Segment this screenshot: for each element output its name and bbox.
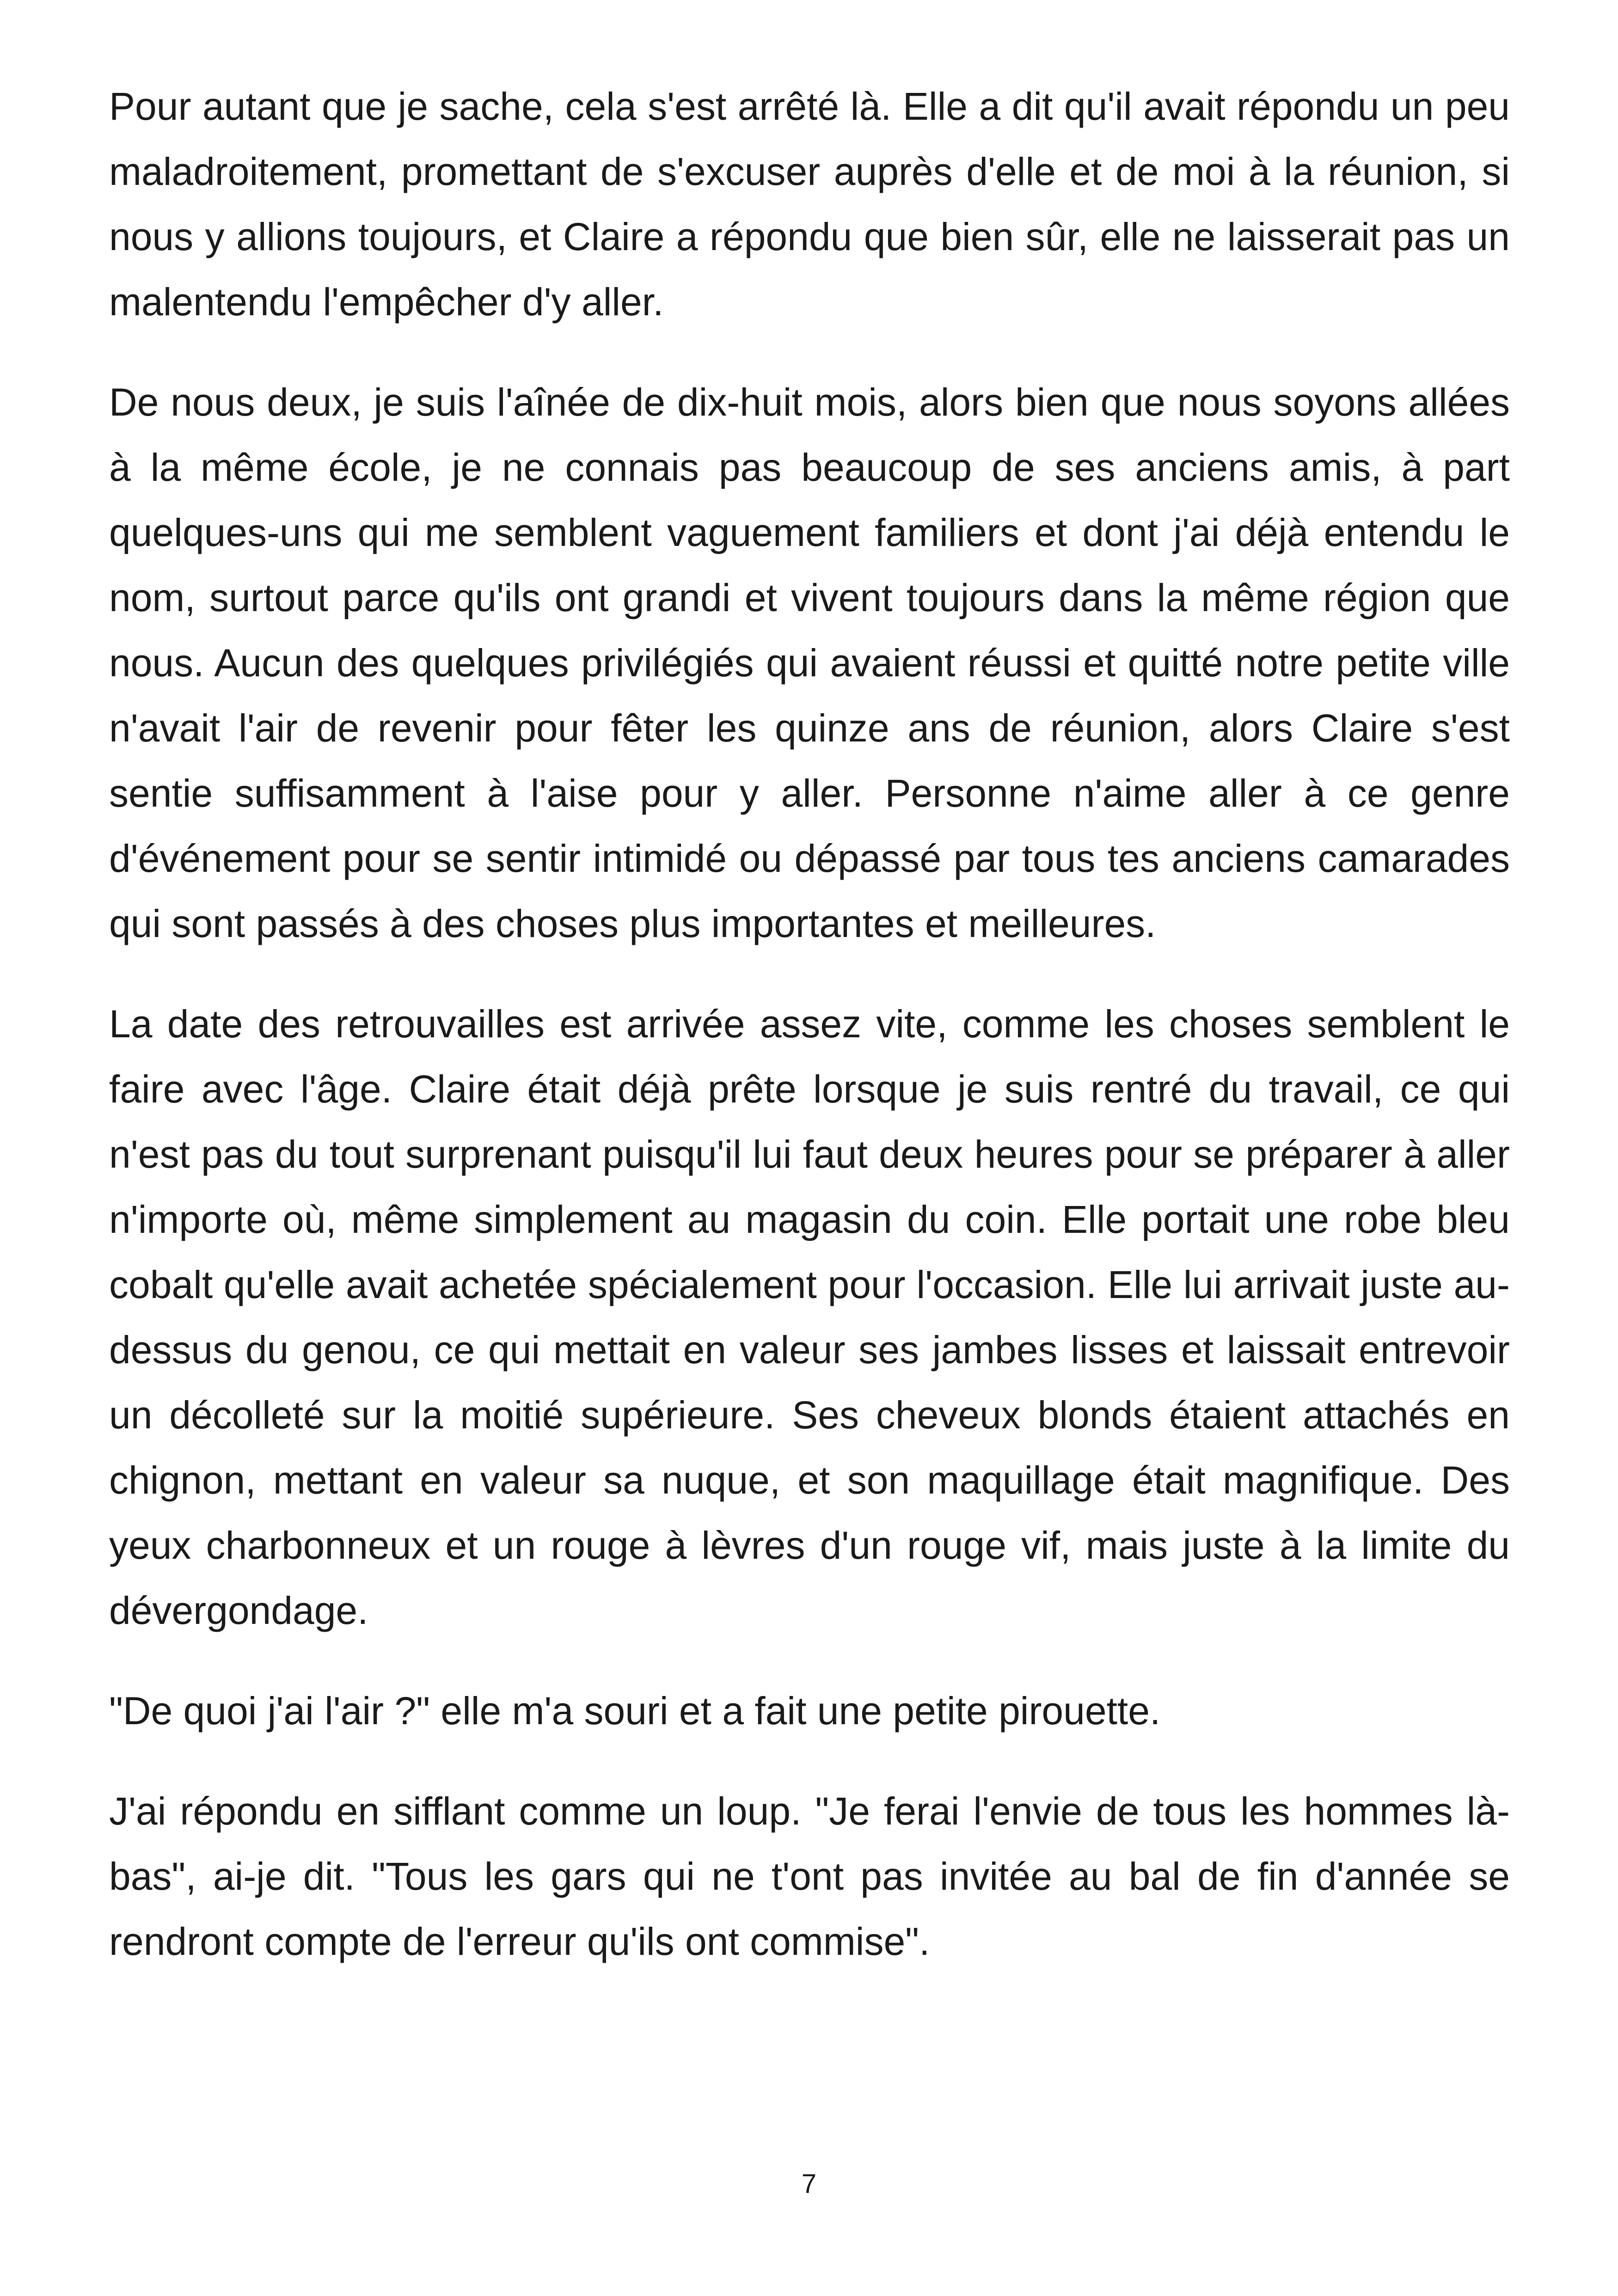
page-number: 7 [801,2169,817,2199]
page-body [109,74,1510,2009]
paragraph-1: Pour autant que je sache, cela s'est arrêté là. Elle a dit qu'il avait répondu un peu maladroitement, promettant de s'excuser auprès d'elle et de moi à la réunion, si nous y allions toujours, et Claire a répondu que bien sûr, elle ne laisserait pas un malentendu l'empêcher d'y aller. [109,85,1510,324]
paragraph-5: J'ai répondu en sifflant comme un loup. "Je ferai l'envie de tous les hommes là-bas", ai-je dit. "Tous les gars qui ne t'ont pas invitée au bal de fin d'année se rendront compte de l'erreur qu'ils ont commise". [109,1789,1510,1963]
paragraph-2: De nous deux, je suis l'aînée de dix-huit mois, alors bien que nous soyons allées à la même école, je ne connais pas beaucoup de ses anciens amis, à part quelques-uns qui me semblent vaguement familiers et dont j'ai déjà entendu le nom, surtout parce qu'ils ont grandi et vivent toujours dans la même région que nous. Aucun des quelques privilégiés qui avaient réussi et quitté notre petite ville n'avait l'air de revenir pour fêter les quinze ans de réunion, alors Claire s'est sentie suffisamment à l'aise pour y aller. Personne n'aime aller à ce genre d'événement pour se sentir intimidé ou dépassé par tous tes anciens camarades qui sont passés à des choses plus importantes et meilleures. [109,380,1510,945]
paragraph-3: La date des retrouvailles est arrivée assez vite, comme les choses semblent le faire avec l'âge. Claire était déjà prête lorsque je suis rentré du travail, ce qui n'est pas du tout surprenant puisqu'il lui faut deux heures pour se préparer à aller n'importe où, même simplement au magasin du coin. Elle portait une robe bleu cobalt qu'elle avait achetée spécialement pour l'occasion. Elle lui arrivait juste au-dessus du genou, ce qui mettait en valeur ses jambes lisses et laissait entrevoir un décolleté sur la moitié supérieure. Ses cheveux blonds étaient attachés en chignon, mettant en valeur sa nuque, et son maquillage était magnifique. Des yeux charbonneux et un rouge à lèvres d'un rouge vif, mais juste à la limite du dévergondage. [109,1002,1510,1632]
paragraph-4: "De quoi j'ai l'air ?" elle m'a souri et a fait une petite pirouette. [109,1689,1161,1733]
